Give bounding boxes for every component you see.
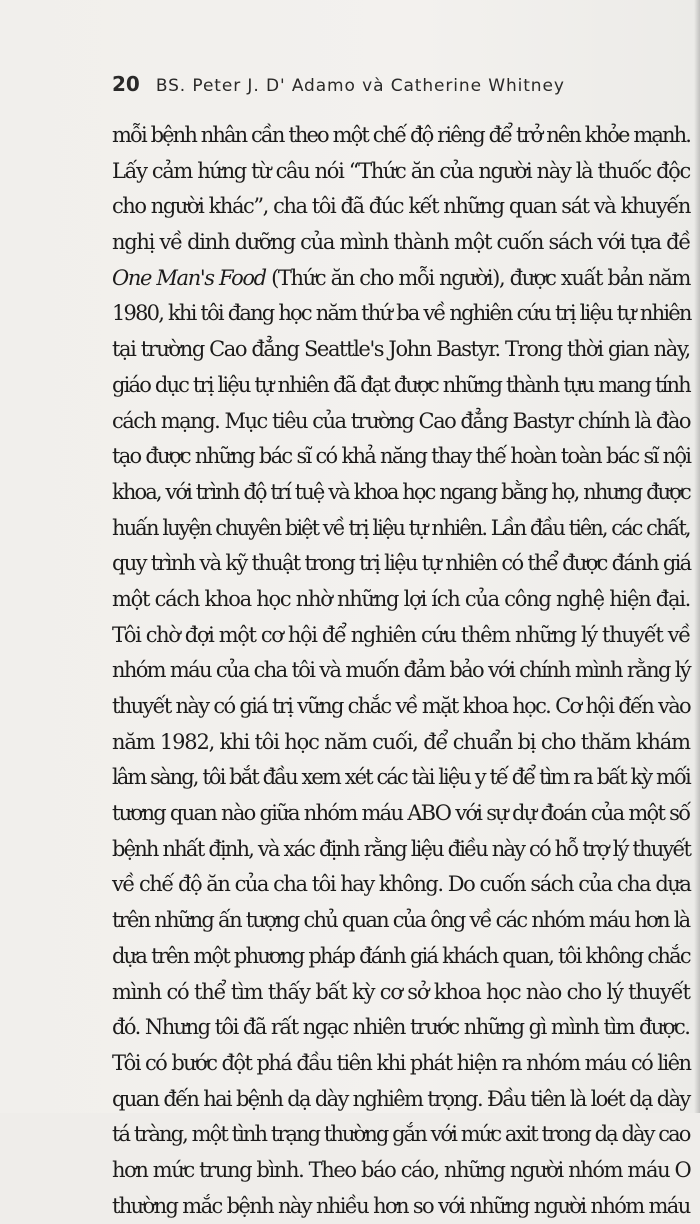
text-line: giáo dục trị liệu tự nhiên đã đạt được những thành tựu mang tính bbox=[112, 372, 690, 397]
text-line: hơn mức trung bình. Theo báo cáo, những người nhóm máu O bbox=[112, 1157, 691, 1182]
text-line: quan đến hai bệnh dạ dày nghiêm trọng. Đầu tiên là loét dạ dày bbox=[112, 1086, 690, 1111]
text-line: khoa, với trình độ trí tuệ và khoa học ngang bằng họ, nhưng được bbox=[112, 479, 690, 504]
text-line: mỗi bệnh nhân cần theo một chế độ riêng để trở nên khỏe mạnh. bbox=[112, 123, 691, 147]
text-line: dựa trên một phương pháp đánh giá khách quan, tôi không chắc bbox=[112, 943, 690, 968]
text-line: Lấy cảm hứng từ câu nói “Thức ăn của người này là thuốc độc bbox=[112, 158, 690, 183]
text-line: tương quan nào giữa nhóm máu ABO với sự dự đoán của một số bbox=[112, 801, 690, 826]
text-line: về chế độ ăn của cha tôi hay không. Do cuốn sách của cha dựa bbox=[112, 872, 691, 897]
body-text bbox=[112, 118, 697, 1224]
text-line: một cách khoa học nhờ những lợi ích của công nghệ hiện đại. bbox=[112, 586, 691, 611]
text-line: huấn luyện chuyên biệt về trị liệu tự nhiên. Lần đầu tiên, các chất, bbox=[112, 515, 690, 540]
text-line: thường mắc bệnh này nhiều hơn so với những người nhóm máu bbox=[112, 1193, 690, 1218]
text-line: đó. Nhưng tôi đã rất ngạc nhiên trước những gì mình tìm được. bbox=[112, 1015, 690, 1040]
text-line: mình có thể tìm thấy bất kỳ cơ sở khoa học nào cho lý thuyết bbox=[112, 979, 690, 1004]
text-line: tá tràng, một tình trạng thường gắn với mức axit trong dạ dày cao bbox=[112, 1122, 690, 1147]
text-line: thuyết này có giá trị vững chắc về mặt khoa học. Cơ hội đến vào bbox=[112, 694, 690, 718]
text-line: 1980, khi tôi đang học năm thứ ba về nghiên cứu trị liệu tự nhiên bbox=[112, 301, 691, 326]
text-line: tại trường Cao đẳng Seattle's John Bastyr. Trong thời gian này, bbox=[112, 337, 690, 362]
text-line: cho người khác”, cha tôi đã đúc kết những quan sát và khuyến bbox=[112, 194, 690, 219]
text-line: nghị về dinh dưỡng của mình thành một cuốn sách với tựa đề bbox=[112, 230, 690, 255]
text-line: cách mạng. Mục tiêu của trường Cao đẳng Bastyr chính là đào bbox=[112, 408, 691, 433]
text-line-rest: (Thức ăn cho mỗi người), được xuất bản năm bbox=[271, 265, 691, 290]
text-line: năm 1982, khi tôi học năm cuối, để chuẩn bị cho thăm khám bbox=[112, 729, 690, 754]
text-line: Tôi có bước đột phá đầu tiên khi phát hiện ra nhóm máu có liên bbox=[112, 1050, 691, 1075]
text-line: quy trình và kỹ thuật trong trị liệu tự nhiên có thể được đánh giá bbox=[112, 551, 691, 576]
text-line: trên những ấn tượng chủ quan của ông về các nhóm máu hơn là bbox=[112, 908, 690, 933]
text-line: nhóm máu của cha tôi và muốn đảm bảo với chính mình rằng lý bbox=[112, 658, 690, 683]
text-line: tạo được những bác sĩ có khả năng thay thế hoàn toàn bác sĩ nội bbox=[112, 444, 691, 469]
running-head: BS. Peter J. D' Adamo và Catherine Whitney bbox=[155, 76, 565, 96]
book-title-italic: One Man's Food bbox=[112, 265, 266, 290]
text-line: Tôi chờ đợi một cơ hội để nghiên cứu thêm những lý thuyết về bbox=[112, 622, 690, 647]
text-line: bệnh nhất định, và xác định rằng liệu điều này có hỗ trợ lý thuyết bbox=[112, 836, 691, 861]
page-number: 20 bbox=[112, 72, 140, 96]
text-line: lâm sàng, tôi bắt đầu xem xét các tài liệu y tế để tìm ra bất kỳ mối bbox=[112, 765, 690, 790]
page-header bbox=[112, 72, 565, 102]
text-line bbox=[112, 261, 697, 297]
